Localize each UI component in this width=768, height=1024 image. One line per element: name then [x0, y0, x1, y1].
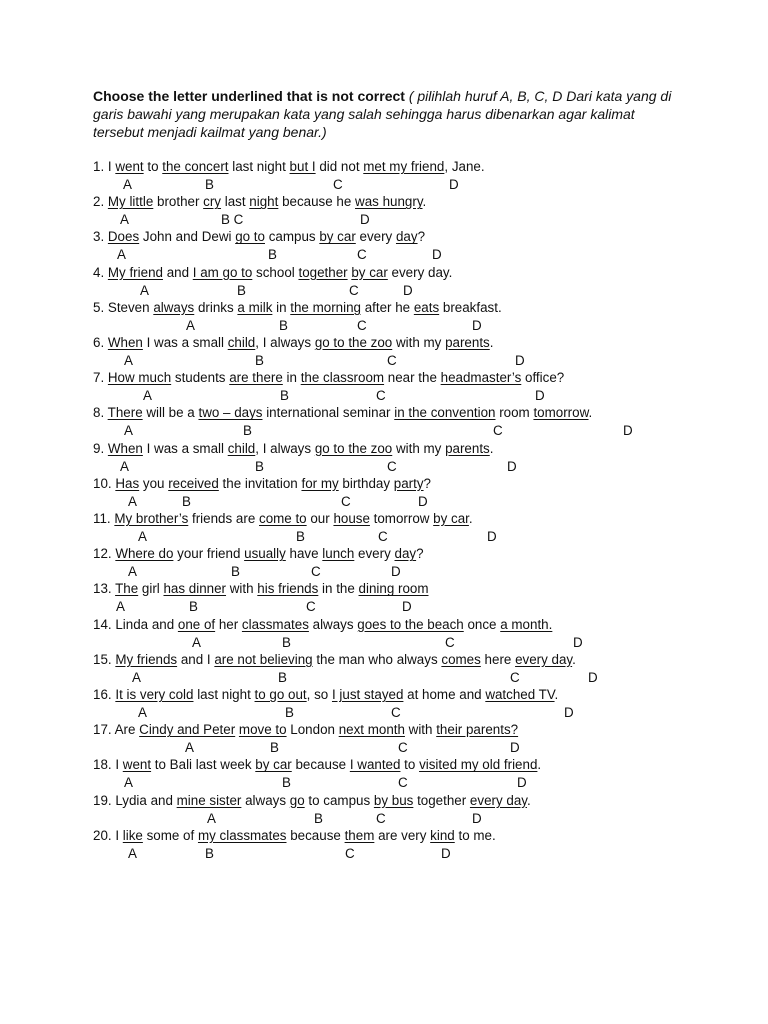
underlined-option: parents	[445, 440, 490, 456]
underlined-option: like	[122, 827, 143, 843]
question-6	[93, 335, 493, 351]
underlined-option: I wanted	[349, 757, 401, 773]
option-letter: D	[517, 775, 527, 791]
question-text: , I always	[255, 440, 315, 456]
option-letter: A	[120, 212, 129, 228]
underlined-option: but I	[289, 159, 316, 174]
underlined-option: eats	[413, 299, 440, 315]
question-text: and	[162, 264, 193, 280]
question-text: room	[495, 405, 534, 421]
underlined-option: When	[107, 335, 143, 350]
underlined-option: house	[333, 511, 370, 526]
option-letter: A	[207, 810, 216, 826]
underlined-option: child	[227, 440, 256, 456]
question-text: with my	[392, 335, 446, 350]
option-letter: C	[510, 669, 520, 685]
question-text: last night	[228, 159, 290, 174]
question-text: you	[139, 475, 169, 491]
underlined-option: every day	[469, 792, 527, 808]
underlined-option: the concert	[162, 159, 229, 174]
option-letter: C	[349, 282, 359, 298]
question-19	[93, 793, 531, 809]
question-text: 2.	[93, 194, 108, 210]
option-letter: B	[205, 845, 214, 861]
question-text: 20. I	[93, 827, 123, 843]
option-letter: B	[231, 564, 240, 580]
question-text: some of	[142, 827, 198, 843]
question-text: your friend	[173, 546, 245, 562]
question-text: students	[171, 370, 230, 386]
question-text: to me.	[454, 827, 496, 843]
underlined-option: goes to the beach	[357, 616, 464, 632]
underlined-option: kind	[430, 827, 455, 843]
question-text: .	[554, 687, 559, 702]
option-letter: A	[117, 247, 126, 263]
option-letter: D	[623, 423, 633, 439]
question-1	[93, 159, 485, 175]
underlined-option: two – days	[198, 405, 263, 421]
question-text: are very	[374, 827, 431, 843]
underlined-option: their parents?	[436, 722, 519, 738]
question-text: last night	[193, 687, 255, 702]
option-letter: C	[398, 740, 408, 756]
underlined-option: child	[227, 335, 256, 350]
option-letter: D	[418, 493, 428, 509]
question-text: 12.	[93, 546, 116, 562]
question-text: I was a small	[142, 335, 228, 350]
question-text: will be a	[142, 405, 199, 421]
underlined-option: move to	[238, 722, 287, 738]
question-text: .	[526, 792, 531, 808]
option-letter: B	[189, 599, 198, 615]
option-letter: A	[128, 564, 137, 580]
underlined-option: has dinner	[163, 581, 227, 597]
option-letter: C	[387, 353, 397, 368]
underlined-option: a month.	[500, 616, 553, 632]
underlined-option: one of	[177, 616, 216, 632]
option-letter: A	[123, 177, 132, 192]
option-letter: C	[391, 705, 401, 720]
underlined-option: cry	[203, 194, 222, 210]
question-4	[93, 265, 452, 281]
option-letter: C	[341, 493, 351, 509]
question-text: the invitation	[218, 475, 302, 491]
question-text: after he	[360, 299, 414, 315]
underlined-option: went	[122, 757, 152, 773]
question-text: every	[355, 229, 396, 245]
question-text: 13.	[93, 581, 116, 597]
question-text: office?	[521, 370, 565, 386]
underlined-option: usually	[244, 546, 286, 562]
underlined-option: go to the zoo	[314, 440, 393, 456]
question-text: did not	[315, 159, 364, 174]
option-letter: A	[192, 634, 201, 650]
underlined-option: every day	[515, 651, 573, 667]
underlined-option: for my	[301, 475, 339, 491]
underlined-option: go	[289, 792, 305, 808]
option-letter: D	[449, 177, 459, 192]
question-12	[93, 546, 424, 562]
underlined-option: by car	[319, 229, 356, 245]
option-letter: B	[279, 317, 288, 333]
underlined-option: by bus	[373, 792, 414, 808]
option-letter: B	[270, 740, 279, 756]
question-text: 15.	[93, 651, 116, 667]
question-text: always	[308, 616, 358, 632]
option-letter: D	[507, 458, 517, 474]
question-text: because he	[278, 194, 356, 210]
underlined-option: received	[168, 475, 219, 491]
underlined-option: his friends	[257, 581, 319, 597]
option-letter: D	[510, 740, 520, 756]
option-letter: B	[280, 388, 289, 404]
underlined-option: go to the zoo	[314, 335, 393, 350]
question-text: 1. I	[93, 159, 116, 174]
underlined-option: visited my old friend	[419, 757, 538, 773]
instructions	[93, 87, 678, 141]
question-text: international seminar	[262, 405, 395, 421]
question-5	[93, 300, 502, 316]
underlined-option: The	[115, 581, 139, 597]
question-15	[93, 652, 576, 668]
question-text: 8.	[93, 405, 108, 421]
underlined-option: I just stayed	[331, 687, 404, 702]
question-text: ?	[417, 229, 426, 245]
option-letter: A	[128, 845, 137, 861]
question-text: I was a small	[142, 440, 228, 456]
question-text: in	[272, 299, 291, 315]
option-letter: B	[278, 669, 287, 685]
option-letter: C	[376, 388, 386, 404]
question-text: with	[226, 581, 258, 597]
underlined-option: next month	[338, 722, 405, 738]
option-letter: D	[515, 353, 525, 368]
question-text: 9.	[93, 440, 108, 456]
underlined-option: party	[393, 475, 424, 491]
question-text: , so	[306, 687, 332, 702]
question-text: here	[480, 651, 516, 667]
option-letter: A	[128, 493, 137, 509]
question-text: school	[252, 264, 299, 280]
question-text: 19. Lydia and	[93, 792, 177, 808]
option-letter: C	[311, 564, 321, 580]
underlined-option: go to	[235, 229, 265, 245]
question-text: her	[215, 616, 242, 632]
question-text: every day.	[387, 264, 453, 280]
question-text: to Bali last week	[151, 757, 256, 773]
underlined-option: by car	[433, 511, 469, 526]
option-letter: D	[441, 845, 451, 861]
underlined-option: Where do	[115, 546, 174, 562]
option-letter: D	[391, 564, 401, 580]
option-letter: D	[432, 247, 442, 263]
underlined-option: My brother’s	[114, 511, 189, 526]
question-text: .	[588, 405, 593, 421]
option-letter: A	[116, 599, 125, 615]
question-text: .	[572, 651, 576, 667]
question-text: tomorrow	[369, 511, 434, 526]
question-text: in the	[318, 581, 359, 597]
question-text: John and Dewi	[139, 229, 236, 245]
option-letter: D	[402, 599, 412, 615]
option-letter: B	[282, 775, 291, 791]
question-text: once	[463, 616, 501, 632]
option-letter: A	[138, 529, 147, 544]
option-letter: B	[255, 458, 264, 474]
option-letter: D	[472, 317, 482, 333]
question-text: London	[286, 722, 339, 738]
question-text: 4.	[93, 264, 108, 280]
option-letter: A	[186, 317, 195, 333]
question-text: always	[241, 792, 290, 808]
underlined-option: in the convention	[394, 405, 496, 421]
option-letter: B	[237, 282, 246, 298]
option-letter: C	[306, 599, 316, 615]
underlined-option: day	[395, 229, 418, 245]
underlined-option: to go out	[254, 687, 307, 702]
question-text: 16.	[93, 687, 116, 702]
question-16	[93, 687, 558, 703]
question-text: the man who always	[312, 651, 442, 667]
question-9	[93, 441, 493, 457]
question-2	[93, 194, 426, 210]
underlined-option: went	[115, 159, 144, 174]
option-letter: B	[314, 810, 323, 826]
underlined-option: dining room	[358, 581, 429, 597]
question-18	[93, 757, 541, 773]
underlined-option: When	[107, 440, 143, 456]
question-text: breakfast.	[439, 299, 502, 315]
option-letter: B	[182, 493, 191, 509]
option-letter: A	[185, 740, 194, 756]
question-text: campus	[264, 229, 320, 245]
underlined-option: My friend	[107, 264, 163, 280]
option-letter: D	[564, 705, 574, 720]
option-letter: B	[243, 423, 252, 439]
question-3	[93, 229, 425, 245]
option-letter: D	[573, 634, 583, 650]
underlined-option: together	[298, 264, 348, 280]
option-letter: B	[296, 529, 305, 544]
underlined-option: day	[394, 546, 417, 562]
underlined-option: are not believing	[214, 651, 313, 667]
option-letter: C	[376, 810, 386, 826]
question-text: because	[286, 827, 345, 843]
underlined-option: I am go to	[192, 264, 253, 280]
underlined-option: headmaster’s	[440, 370, 522, 386]
underlined-option: lunch	[322, 546, 355, 562]
question-text: 3.	[93, 229, 108, 245]
option-letter: B	[205, 177, 214, 192]
question-text: 6.	[93, 335, 108, 350]
underlined-option: my classmates	[197, 827, 287, 843]
question-text: near the	[384, 370, 441, 386]
option-letter: D	[403, 282, 413, 298]
option-letter: A	[124, 775, 133, 791]
underlined-option: classmates	[241, 616, 309, 632]
underlined-option: a milk	[237, 299, 273, 315]
underlined-option: by car	[351, 264, 388, 280]
option-letter: A	[124, 423, 133, 439]
question-text: to campus	[304, 792, 374, 808]
question-text: last	[221, 194, 250, 210]
option-letter: C	[357, 247, 367, 263]
underlined-option: parents	[445, 335, 490, 350]
question-text: 18. I	[93, 757, 123, 773]
question-text: brother	[153, 194, 204, 210]
question-text: .	[489, 335, 494, 350]
instruction-note: ( pilihlah huruf A, B, C, D Dari kata yang di garis bawahi yang merupakan kata yang salah sehingga harus dibenarkan agar kalimat tersebut menjadi kailmat yang benar.)	[93, 88, 672, 140]
underlined-option: come to	[259, 511, 307, 526]
question-10	[93, 476, 431, 492]
question-text: .	[537, 757, 542, 773]
underlined-option: Has	[115, 475, 140, 491]
option-letter: B	[282, 634, 291, 650]
question-7	[93, 370, 564, 386]
option-letter: B	[255, 353, 264, 368]
option-letter: C	[345, 845, 355, 861]
question-text: .	[489, 440, 494, 456]
underlined-option: watched TV	[485, 687, 555, 702]
underlined-option: the classroom	[300, 370, 385, 386]
option-letter: C	[357, 317, 367, 333]
question-text: 11.	[93, 511, 115, 526]
option-letter: B C	[221, 212, 244, 228]
question-13	[93, 581, 429, 597]
question-text: girl	[138, 581, 164, 597]
underlined-option: always	[153, 299, 195, 315]
underlined-option: Does	[107, 229, 140, 245]
underlined-option: comes	[441, 651, 481, 667]
option-letter: B	[285, 705, 294, 720]
question-text: 14. Linda and	[93, 616, 178, 632]
underlined-option: My friends	[115, 651, 178, 667]
option-letter: D	[588, 669, 598, 685]
question-text: with my	[392, 440, 446, 456]
option-letter: D	[535, 388, 545, 404]
option-letter: A	[132, 669, 141, 685]
question-text: because	[291, 757, 350, 773]
underlined-option: Cindy and Peter	[139, 722, 236, 738]
option-letter: A	[140, 282, 149, 298]
question-text: our	[306, 511, 334, 526]
option-letter: C	[493, 423, 503, 439]
question-text: and I	[177, 651, 215, 667]
option-letter: D	[472, 810, 482, 826]
question-14	[93, 617, 552, 633]
option-letter: A	[143, 388, 152, 404]
question-text: .	[468, 511, 473, 526]
underlined-option: was hungry	[355, 194, 423, 210]
question-20	[93, 828, 496, 844]
question-text: 10.	[93, 475, 116, 491]
option-letter: A	[120, 458, 129, 474]
question-text: with	[404, 722, 437, 738]
option-letter: D	[360, 212, 370, 228]
question-text: to	[143, 159, 163, 174]
question-11	[93, 511, 473, 527]
question-text: 7.	[93, 370, 108, 386]
underlined-option: are there	[229, 370, 283, 386]
underlined-option: tomorrow	[533, 405, 589, 421]
option-letter: C	[387, 458, 397, 474]
question-text: , Jane.	[444, 159, 485, 174]
underlined-option: the morning	[290, 299, 361, 315]
option-letter: B	[268, 247, 277, 263]
question-text: in	[282, 370, 301, 386]
question-text: , I always	[255, 335, 315, 350]
underlined-option: met my friend	[363, 159, 445, 174]
option-letter: C	[333, 177, 343, 192]
underlined-option: them	[344, 827, 375, 843]
underlined-option: mine sister	[176, 792, 242, 808]
option-letter: C	[378, 529, 388, 544]
question-text: have	[285, 546, 323, 562]
question-text: drinks	[194, 299, 238, 315]
question-text: at home and	[403, 687, 486, 702]
underlined-option: My little	[107, 194, 154, 210]
underlined-option: by car	[255, 757, 292, 773]
question-text: 17. Are	[93, 722, 140, 738]
question-text: every	[354, 546, 395, 562]
question-text: to	[400, 757, 420, 773]
question-17	[93, 722, 518, 738]
underlined-option: night	[249, 194, 279, 210]
option-letter: C	[398, 775, 408, 791]
option-letter: C	[445, 634, 455, 650]
underlined-option: It is very cold	[115, 687, 194, 702]
option-letter: D	[487, 529, 497, 544]
question-text: ?	[416, 546, 424, 562]
question-text: .	[422, 194, 427, 210]
question-text: friends are	[188, 511, 259, 526]
question-text: 5. Steven	[93, 299, 154, 315]
question-text: ?	[423, 475, 431, 491]
underlined-option: How much	[107, 370, 172, 386]
question-text: birthday	[338, 475, 394, 491]
instruction-title: Choose the letter underlined that is not correct	[93, 88, 405, 104]
question-8	[93, 405, 592, 421]
option-letter: A	[138, 705, 147, 720]
question-text: together	[413, 792, 470, 808]
option-letter: A	[124, 353, 133, 368]
underlined-option: There	[107, 405, 143, 421]
